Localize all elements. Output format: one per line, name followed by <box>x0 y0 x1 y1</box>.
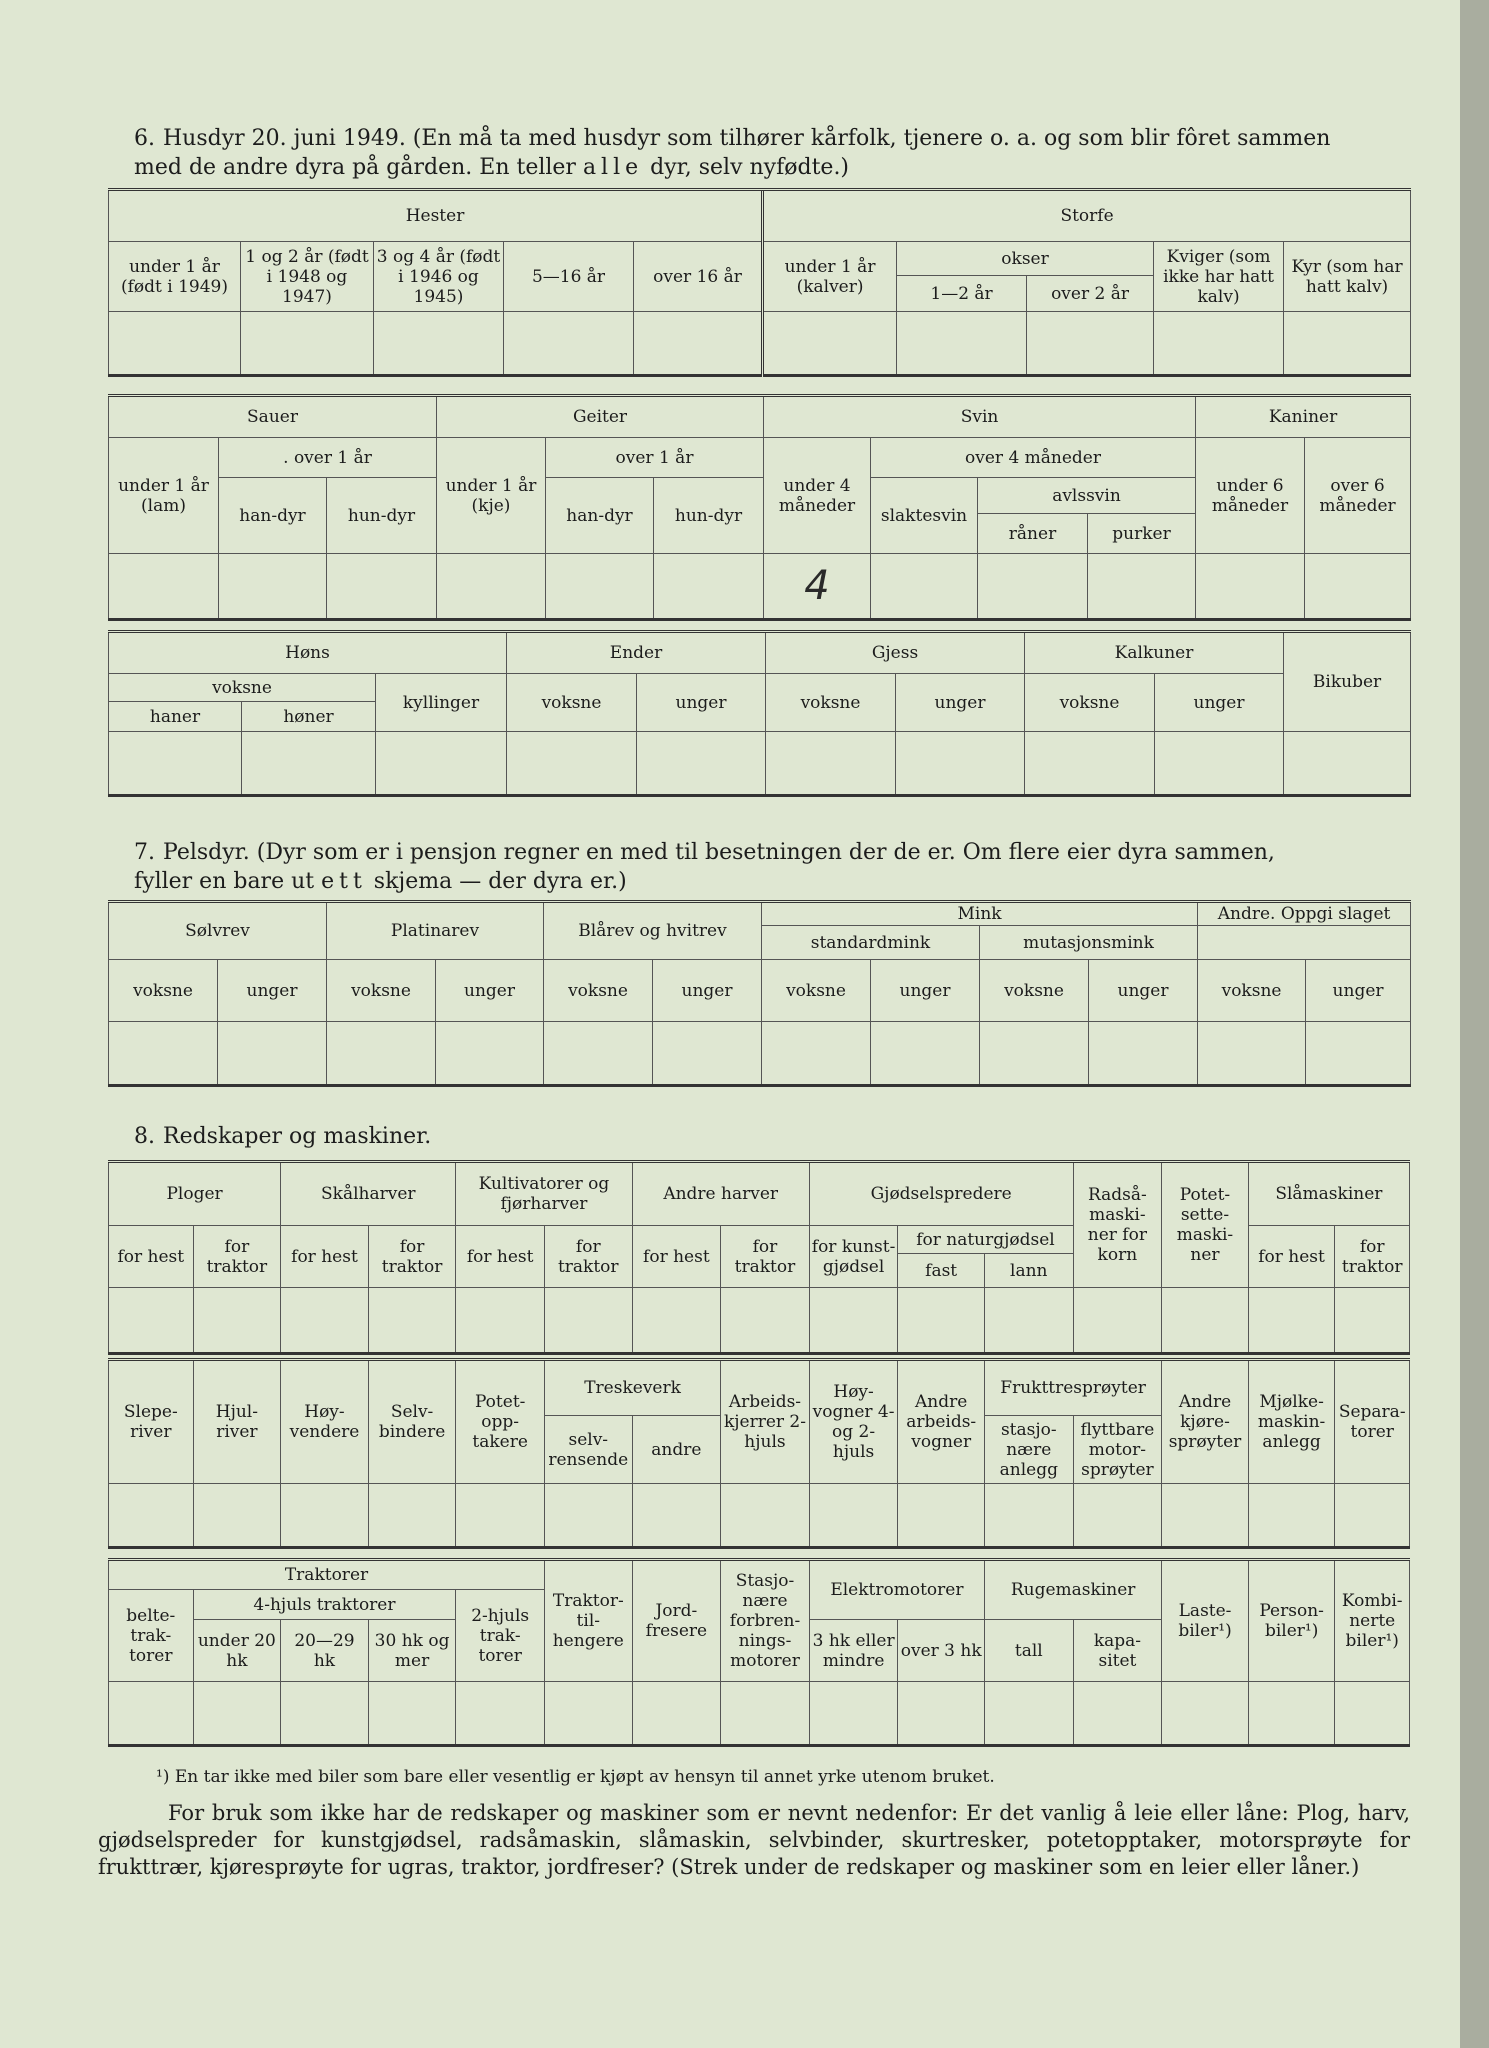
col-kyr: Kyr (som har hatt kalv) <box>1284 242 1411 312</box>
kultivatorer-header: Kultivatorer og fjørharver <box>456 1162 632 1226</box>
entry-cell[interactable] <box>637 732 766 796</box>
footnote: ¹) En tar ikke med biler som bare eller vesentlig er kjøpt av hensyn til annet yrke utenom bruket. <box>156 1767 995 1787</box>
entry-cell[interactable] <box>721 1682 810 1746</box>
col-sleperiver: Slepe-river <box>109 1360 194 1484</box>
entry-cell[interactable] <box>871 554 978 620</box>
entry-cell[interactable] <box>327 554 437 620</box>
table-redskaper-3 <box>108 1558 1410 1747</box>
entry-cell[interactable] <box>544 1484 632 1548</box>
section-7-heading <box>134 838 1410 896</box>
entry-cell[interactable] <box>809 1484 898 1548</box>
table-redskaper-1 <box>108 1160 1410 1355</box>
col-okser-1-2: 1—2 år <box>897 276 1027 312</box>
col-for-kunstgjodsel: for kunst-gjødsel <box>809 1226 898 1288</box>
kaniner-header: Kaniner <box>1196 396 1411 438</box>
entry-cell[interactable] <box>281 1484 369 1548</box>
entry-cell[interactable] <box>980 1022 1089 1086</box>
col-kombinerte-biler: Kombi-nerte biler¹) <box>1335 1560 1410 1682</box>
col-stasjonaere: stasjo-nære anlegg <box>984 1416 1073 1484</box>
col-voksne: voksne <box>980 960 1089 1022</box>
col-geit-handyr: han-dyr <box>546 478 654 554</box>
firehjuls-header: 4-hjuls traktorer <box>193 1590 456 1620</box>
section-7-line2c: skjema — der dyra er.) <box>366 869 627 894</box>
entry-cell[interactable] <box>109 312 241 376</box>
col-separatorer: Separa-torer <box>1335 1360 1410 1484</box>
col-over3hk: over 3 hk <box>898 1620 985 1682</box>
col-hons-voksne: voksne <box>109 674 376 702</box>
geiter-header: Geiter <box>437 396 764 438</box>
andreharver-header: Andre harver <box>632 1162 809 1226</box>
col-flyttbare: flyttbare motor-sprøyter <box>1073 1416 1162 1484</box>
col-mjolkemaskin: Mjølke-maskin-anlegg <box>1248 1360 1335 1484</box>
col-unger: unger <box>1306 960 1411 1022</box>
svin-header: Svin <box>764 396 1196 438</box>
andre-header: Andre. Oppgi slaget <box>1198 902 1411 926</box>
entry-cell[interactable] <box>109 1288 194 1354</box>
col-kanin-under6: under 6 måneder <box>1196 438 1305 554</box>
col-kviger: Kviger (som ikke har hatt kalv) <box>1154 242 1284 312</box>
section-6-heading <box>134 124 1410 182</box>
entry-cell[interactable] <box>897 312 1027 376</box>
entry-cell[interactable] <box>1248 1682 1335 1746</box>
entry-cell[interactable] <box>634 312 763 376</box>
entry-cell[interactable] <box>109 732 242 796</box>
col-for-naturgjodsel: for naturgjødsel <box>898 1226 1073 1254</box>
col-unger: unger <box>1089 960 1198 1022</box>
entry-cell[interactable] <box>281 1682 369 1746</box>
entry-cell[interactable] <box>632 1682 721 1746</box>
rugemaskiner-header: Rugemaskiner <box>985 1560 1162 1620</box>
hester-header: Hester <box>109 190 763 242</box>
mink-header: Mink <box>762 902 1198 926</box>
entry-cell[interactable] <box>109 1682 194 1746</box>
treskeverk-header: Treskeverk <box>544 1360 720 1416</box>
col-for-hest: for hest <box>1248 1226 1335 1288</box>
gjess-header: Gjess <box>766 632 1025 674</box>
solvrev-header: Sølvrev <box>109 902 327 960</box>
entry-cell[interactable] <box>1073 1484 1162 1548</box>
col-ender-voksne: voksne <box>507 674 637 732</box>
col-for-traktor: for traktor <box>1335 1226 1410 1288</box>
section-number: 7. <box>134 840 155 865</box>
platinarev-header: Platinarev <box>327 902 544 960</box>
col-potetopptakere: Potet-opp-takere <box>456 1360 545 1484</box>
entry-cell[interactable] <box>632 1288 721 1354</box>
entry-cell[interactable] <box>762 1022 871 1086</box>
col-unger: unger <box>653 960 762 1022</box>
col-voksne: voksne <box>1198 960 1306 1022</box>
entry-cell[interactable] <box>984 1288 1073 1354</box>
entry-cell[interactable] <box>809 1288 898 1354</box>
section-6-line2c: dyr, selv nyfødte.) <box>643 155 850 180</box>
section-number: 6. <box>134 126 155 151</box>
entry-cell[interactable] <box>546 554 654 620</box>
entry-cell[interactable] <box>1089 1022 1198 1086</box>
potetsettemaskiner-header: Potet-sette-maski-ner <box>1162 1162 1249 1288</box>
entry-row <box>109 312 1411 376</box>
entry-row <box>109 554 1411 620</box>
fruktsproyter-header: Frukttresprøyter <box>984 1360 1161 1416</box>
table-sauer-geiter-svin-kaniner <box>108 394 1411 621</box>
col-30hk: 30 hk og mer <box>368 1620 456 1682</box>
col-arbeidskjerrer: Arbeids-kjerrer 2-hjuls <box>721 1360 810 1484</box>
col-gjess-unger: unger <box>896 674 1025 732</box>
col-hester-over16: over 16 år <box>634 242 763 312</box>
col-for-hest: for hest <box>109 1226 194 1288</box>
col-okser-over2: over 2 år <box>1027 276 1154 312</box>
col-svin-under4: under 4 måneder <box>764 438 871 554</box>
entry-cell[interactable] <box>809 1682 898 1746</box>
col-hester-3-4: 3 og 4 år (født i 1946 og 1945) <box>374 242 504 312</box>
entry-cell[interactable] <box>898 1288 985 1354</box>
col-jordfresere: Jord-fresere <box>632 1560 721 1682</box>
elektromotorer-header: Elektromotorer <box>809 1560 984 1620</box>
col-voksne: voksne <box>327 960 436 1022</box>
entry-cell[interactable] <box>193 1288 281 1354</box>
col-voksne: voksne <box>544 960 653 1022</box>
col-stasjonaere-motorer: Stasjo-nære forbren-nings-motorer <box>721 1560 810 1682</box>
entry-cell[interactable] <box>109 1022 218 1086</box>
col-selvbindere: Selv-bindere <box>368 1360 456 1484</box>
col-tohjuls-traktorer: 2-hjuls trak-torer <box>456 1590 545 1682</box>
entry-cell[interactable] <box>456 1484 545 1548</box>
col-slaktesvin: slaktesvin <box>871 478 978 554</box>
col-geit-over1: over 1 år <box>546 438 764 478</box>
storfe-header: Storfe <box>763 190 1411 242</box>
col-honer: høner <box>242 702 376 732</box>
entry-cell[interactable] <box>1335 1682 1410 1746</box>
table-redskaper-2 <box>108 1358 1410 1549</box>
col-kapasitet: kapa-sitet <box>1073 1620 1162 1682</box>
entry-cell[interactable] <box>766 732 896 796</box>
entry-cell[interactable] <box>896 732 1025 796</box>
section-6-line1: Husdyr 20. juni 1949. (En må ta med husdyr som tilhører kårfolk, tjenere o. a. og som blir fôret sammen <box>163 126 1331 151</box>
entry-cell[interactable] <box>219 554 327 620</box>
entry-cell[interactable] <box>374 312 504 376</box>
entry-cell[interactable] <box>544 1022 653 1086</box>
entry-row <box>109 1022 1411 1086</box>
col-ender-unger: unger <box>637 674 766 732</box>
col-lann: lann <box>984 1254 1073 1288</box>
entry-cell[interactable] <box>721 1288 810 1354</box>
section-8-heading <box>134 1122 1410 1151</box>
section-6-emphasis: alle <box>582 155 644 180</box>
col-for-hest: for hest <box>632 1226 721 1288</box>
entry-cell[interactable] <box>1162 1484 1249 1548</box>
col-voksne: voksne <box>109 960 218 1022</box>
entry-cell[interactable] <box>241 312 374 376</box>
section-8-title: Redskaper og maskiner. <box>163 1124 432 1149</box>
section-7-emphasis: ett <box>321 869 367 894</box>
entry-cell[interactable] <box>368 1682 456 1746</box>
col-for-traktor: for traktor <box>193 1226 281 1288</box>
bikuber-header: Bikuber <box>1284 632 1411 732</box>
entry-cell[interactable] <box>721 1484 810 1548</box>
entry-row <box>109 1288 1410 1354</box>
entry-cell[interactable] <box>193 1682 281 1746</box>
entry-cell[interactable] <box>653 1022 762 1086</box>
col-storfe-kalver: under 1 år (kalver) <box>763 242 897 312</box>
col-beltetraktorer: belte-trak-torer <box>109 1590 194 1682</box>
entry-cell[interactable] <box>1284 312 1411 376</box>
entry-cell[interactable] <box>109 554 219 620</box>
col-for-hest: for hest <box>456 1226 545 1288</box>
col-unger: unger <box>871 960 980 1022</box>
page-edge <box>1460 0 1489 2048</box>
traktorer-header: Traktorer <box>109 1560 545 1590</box>
entry-cell[interactable] <box>507 732 637 796</box>
standardmink-header: standardmink <box>762 926 980 960</box>
col-svin-over4: over 4 måneder <box>871 438 1196 478</box>
col-andre-arbeidsvogner: Andre arbeids-vogner <box>898 1360 985 1484</box>
section-6-line2a: med de andre dyra på gården. En teller <box>134 155 583 180</box>
entry-cell[interactable] <box>456 1288 545 1354</box>
radsamaskiner-header: Radså-maski-ner for korn <box>1073 1162 1162 1288</box>
entry-cell[interactable] <box>1335 1288 1410 1354</box>
col-haner: haner <box>109 702 242 732</box>
table-fjorfe <box>108 630 1411 797</box>
entry-cell[interactable] <box>436 1022 544 1086</box>
col-kje: under 1 år (kje) <box>437 438 546 554</box>
section-number: 8. <box>134 1124 155 1149</box>
entry-cell[interactable] <box>1088 554 1196 620</box>
sauer-header: Sauer <box>109 396 437 438</box>
col-for-traktor: for traktor <box>368 1226 456 1288</box>
mutasjonsmink-header: mutasjonsmink <box>980 926 1198 960</box>
blarev-header: Blårev og hvitrev <box>544 902 762 960</box>
ender-header: Ender <box>507 632 766 674</box>
entry-cell[interactable] <box>504 312 634 376</box>
entry-cell[interactable] <box>456 1682 545 1746</box>
entry-cell[interactable] <box>1284 732 1411 796</box>
entry-cell[interactable] <box>1027 312 1154 376</box>
entry-cell[interactable] <box>978 554 1088 620</box>
entry-cell[interactable] <box>368 1288 456 1354</box>
andre-blank <box>1198 926 1411 960</box>
entry-row <box>109 1484 1410 1548</box>
entry-cell[interactable] <box>1025 732 1155 796</box>
col-gjess-voksne: voksne <box>766 674 896 732</box>
closing-paragraph: For bruk som ikke har de redskaper og maskiner som er nevnt nedenfor: Er det vanlig å leie eller låne: Plog, harv, gjødselspreder for kunstgjødsel, radsåmaskin, slåmaskin, selvbinder, skurtresker, potetopptaker, motorsprøyte for frukttrær, kjøresprøyte for ugras, traktor, jordfreser? (Strek under de redskaper og maskiner som en leier eller låner.) <box>98 1801 1410 1879</box>
col-personbiler: Person-biler¹) <box>1248 1560 1335 1682</box>
col-sau-hundyr: hun-dyr <box>327 478 437 554</box>
entry-cell[interactable] <box>1305 554 1411 620</box>
col-okser: okser <box>897 242 1154 276</box>
entry-cell[interactable] <box>437 554 546 620</box>
entry-cell[interactable] <box>1155 732 1284 796</box>
col-treskeverk-andre: andre <box>632 1416 721 1484</box>
col-hoyvendere: Høy-vendere <box>281 1360 369 1484</box>
col-for-traktor: for traktor <box>721 1226 810 1288</box>
entry-cell[interactable] <box>1073 1682 1162 1746</box>
col-voksne: voksne <box>762 960 871 1022</box>
col-under20hk: under 20 hk <box>193 1620 281 1682</box>
entry-cell[interactable] <box>218 1022 327 1086</box>
col-sau-over1: . over 1 år <box>219 438 437 478</box>
entry-cell[interactable] <box>654 554 764 620</box>
hons-header: Høns <box>109 632 507 674</box>
entry-cell[interactable] <box>544 1682 632 1746</box>
col-traktortilhengere: Traktor-til-hengere <box>544 1560 632 1682</box>
col-hester-1-2: 1 og 2 år (født i 1948 og 1947) <box>241 242 374 312</box>
skalharver-header: Skålharver <box>281 1162 456 1226</box>
col-raner: råner <box>978 514 1088 554</box>
col-hoyvogner: Høy-vogner 4- og 2-hjuls <box>809 1360 898 1484</box>
entry-cell[interactable] <box>898 1484 985 1548</box>
col-geit-hundyr: hun-dyr <box>654 478 764 554</box>
col-lastebiler: Laste-biler¹) <box>1162 1560 1249 1682</box>
col-hjulriver: Hjul-river <box>193 1360 281 1484</box>
gjodselspredere-header: Gjødselspredere <box>809 1162 1073 1226</box>
entry-cell[interactable] <box>1162 1682 1249 1746</box>
col-kalkuner-voksne: voksne <box>1025 674 1155 732</box>
col-unger: unger <box>218 960 327 1022</box>
entry-cell[interactable] <box>327 1022 436 1086</box>
col-sau-handyr: han-dyr <box>219 478 327 554</box>
entry-cell[interactable] <box>281 1288 369 1354</box>
entry-cell[interactable] <box>1154 312 1284 376</box>
col-fast: fast <box>898 1254 985 1288</box>
slamaskiner-header: Slåmaskiner <box>1248 1162 1409 1226</box>
col-20-29hk: 20—29 hk <box>281 1620 369 1682</box>
entry-row <box>109 1682 1410 1746</box>
ploger-header: Ploger <box>109 1162 281 1226</box>
entry-cell[interactable] <box>1198 1022 1306 1086</box>
entry-cell[interactable] <box>871 1022 980 1086</box>
entry-row <box>109 732 1411 796</box>
col-avlssvin: avlssvin <box>978 478 1196 514</box>
col-kyllinger: kyllinger <box>376 674 507 732</box>
entry-cell[interactable] <box>368 1484 456 1548</box>
entry-cell[interactable] <box>898 1682 985 1746</box>
col-3hk-mindre: 3 hk eller mindre <box>809 1620 898 1682</box>
entry-cell[interactable] <box>1306 1022 1411 1086</box>
col-kanin-over6: over 6 måneder <box>1305 438 1411 554</box>
table-pelsdyr <box>108 900 1411 1087</box>
entry-cell[interactable] <box>763 312 897 376</box>
col-for-hest: for hest <box>281 1226 369 1288</box>
col-purker: purker <box>1088 514 1196 554</box>
entry-cell-svin-under4[interactable] <box>764 554 871 620</box>
entry-cell[interactable] <box>1073 1288 1162 1354</box>
section-7-line1: Pelsdyr. (Dyr som er i pensjon regner en med til besetningen der de er. Om flere eier dyra sammen, <box>163 840 1275 865</box>
entry-cell[interactable] <box>193 1484 281 1548</box>
entry-cell[interactable] <box>984 1484 1073 1548</box>
col-selvrensende: selv-rensende <box>544 1416 632 1484</box>
entry-cell[interactable] <box>544 1288 632 1354</box>
entry-cell[interactable] <box>1162 1288 1249 1354</box>
kalkuner-header: Kalkuner <box>1025 632 1284 674</box>
col-andre-kjoresproyter: Andre kjøre-sprøyter <box>1162 1360 1249 1484</box>
entry-cell[interactable] <box>376 732 507 796</box>
col-unger: unger <box>436 960 544 1022</box>
entry-cell[interactable] <box>1196 554 1305 620</box>
col-hester-under1: under 1 år (født i 1949) <box>109 242 241 312</box>
col-kalkuner-unger: unger <box>1155 674 1284 732</box>
col-hester-5-16: 5—16 år <box>504 242 634 312</box>
section-7-line2a: fyller en bare ut <box>134 869 322 894</box>
col-tall: tall <box>985 1620 1074 1682</box>
entry-cell[interactable] <box>1248 1288 1335 1354</box>
handwritten-entry: 4 <box>804 563 830 609</box>
entry-cell[interactable] <box>985 1682 1074 1746</box>
col-lam: under 1 år (lam) <box>109 438 219 554</box>
col-for-traktor: for traktor <box>544 1226 632 1288</box>
entry-cell[interactable] <box>242 732 376 796</box>
table-hester-storfe <box>108 188 1411 377</box>
entry-cell[interactable] <box>632 1484 721 1548</box>
entry-cell[interactable] <box>1335 1484 1410 1548</box>
entry-cell[interactable] <box>1248 1484 1335 1548</box>
entry-cell[interactable] <box>109 1484 194 1548</box>
